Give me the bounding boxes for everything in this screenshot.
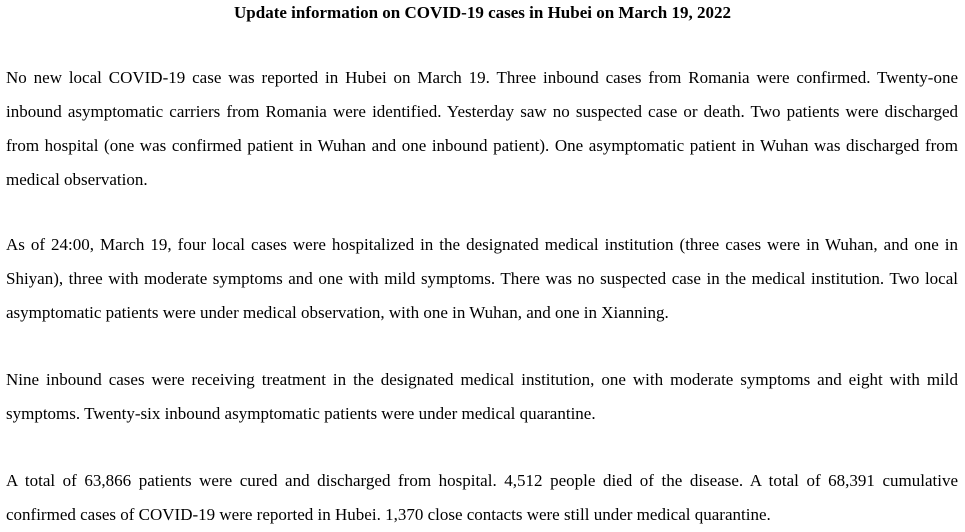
paragraph-inbound-treatment: Nine inbound cases were receiving treatment in the designated medical institution, one with moderate symptoms and eight with mild symptoms. Twenty-six inbound asymptomatic patients were under medical quarantine.: [6, 370, 958, 423]
page-title: Update information on COVID-19 cases in Hubei on March 19, 2022: [234, 3, 731, 22]
paragraph-local-hospitalized: As of 24:00, March 19, four local cases were hospitalized in the designated medical institution (three cases were in Wuhan, and one in Shiyan), three with moderate symptoms and one with mild symptoms. There was no suspected case in the medical institution. Two local asymptomatic patients were under medical observation, with one in Wuhan, and one in Xianning.: [6, 235, 958, 322]
paragraph-cumulative-totals: A total of 63,866 patients were cured and discharged from hospital. 4,512 people died of the disease. A total of 68,391 cumulative confirmed cases of COVID-19 were reported in Hubei. 1,370 close contacts were still under medical quarantine.: [6, 471, 958, 524]
paragraph-new-cases: No new local COVID-19 case was reported in Hubei on March 19. Three inbound cases from Romania were confirmed. Twenty-one inbound asymptomatic carriers from Romania were identified. Yesterday saw no suspected case or death. Two patients were discharged from hospital (one was confirmed patient in Wuhan and one inbound patient). One asymptomatic patient in Wuhan was discharged from medical observation.: [6, 68, 958, 189]
